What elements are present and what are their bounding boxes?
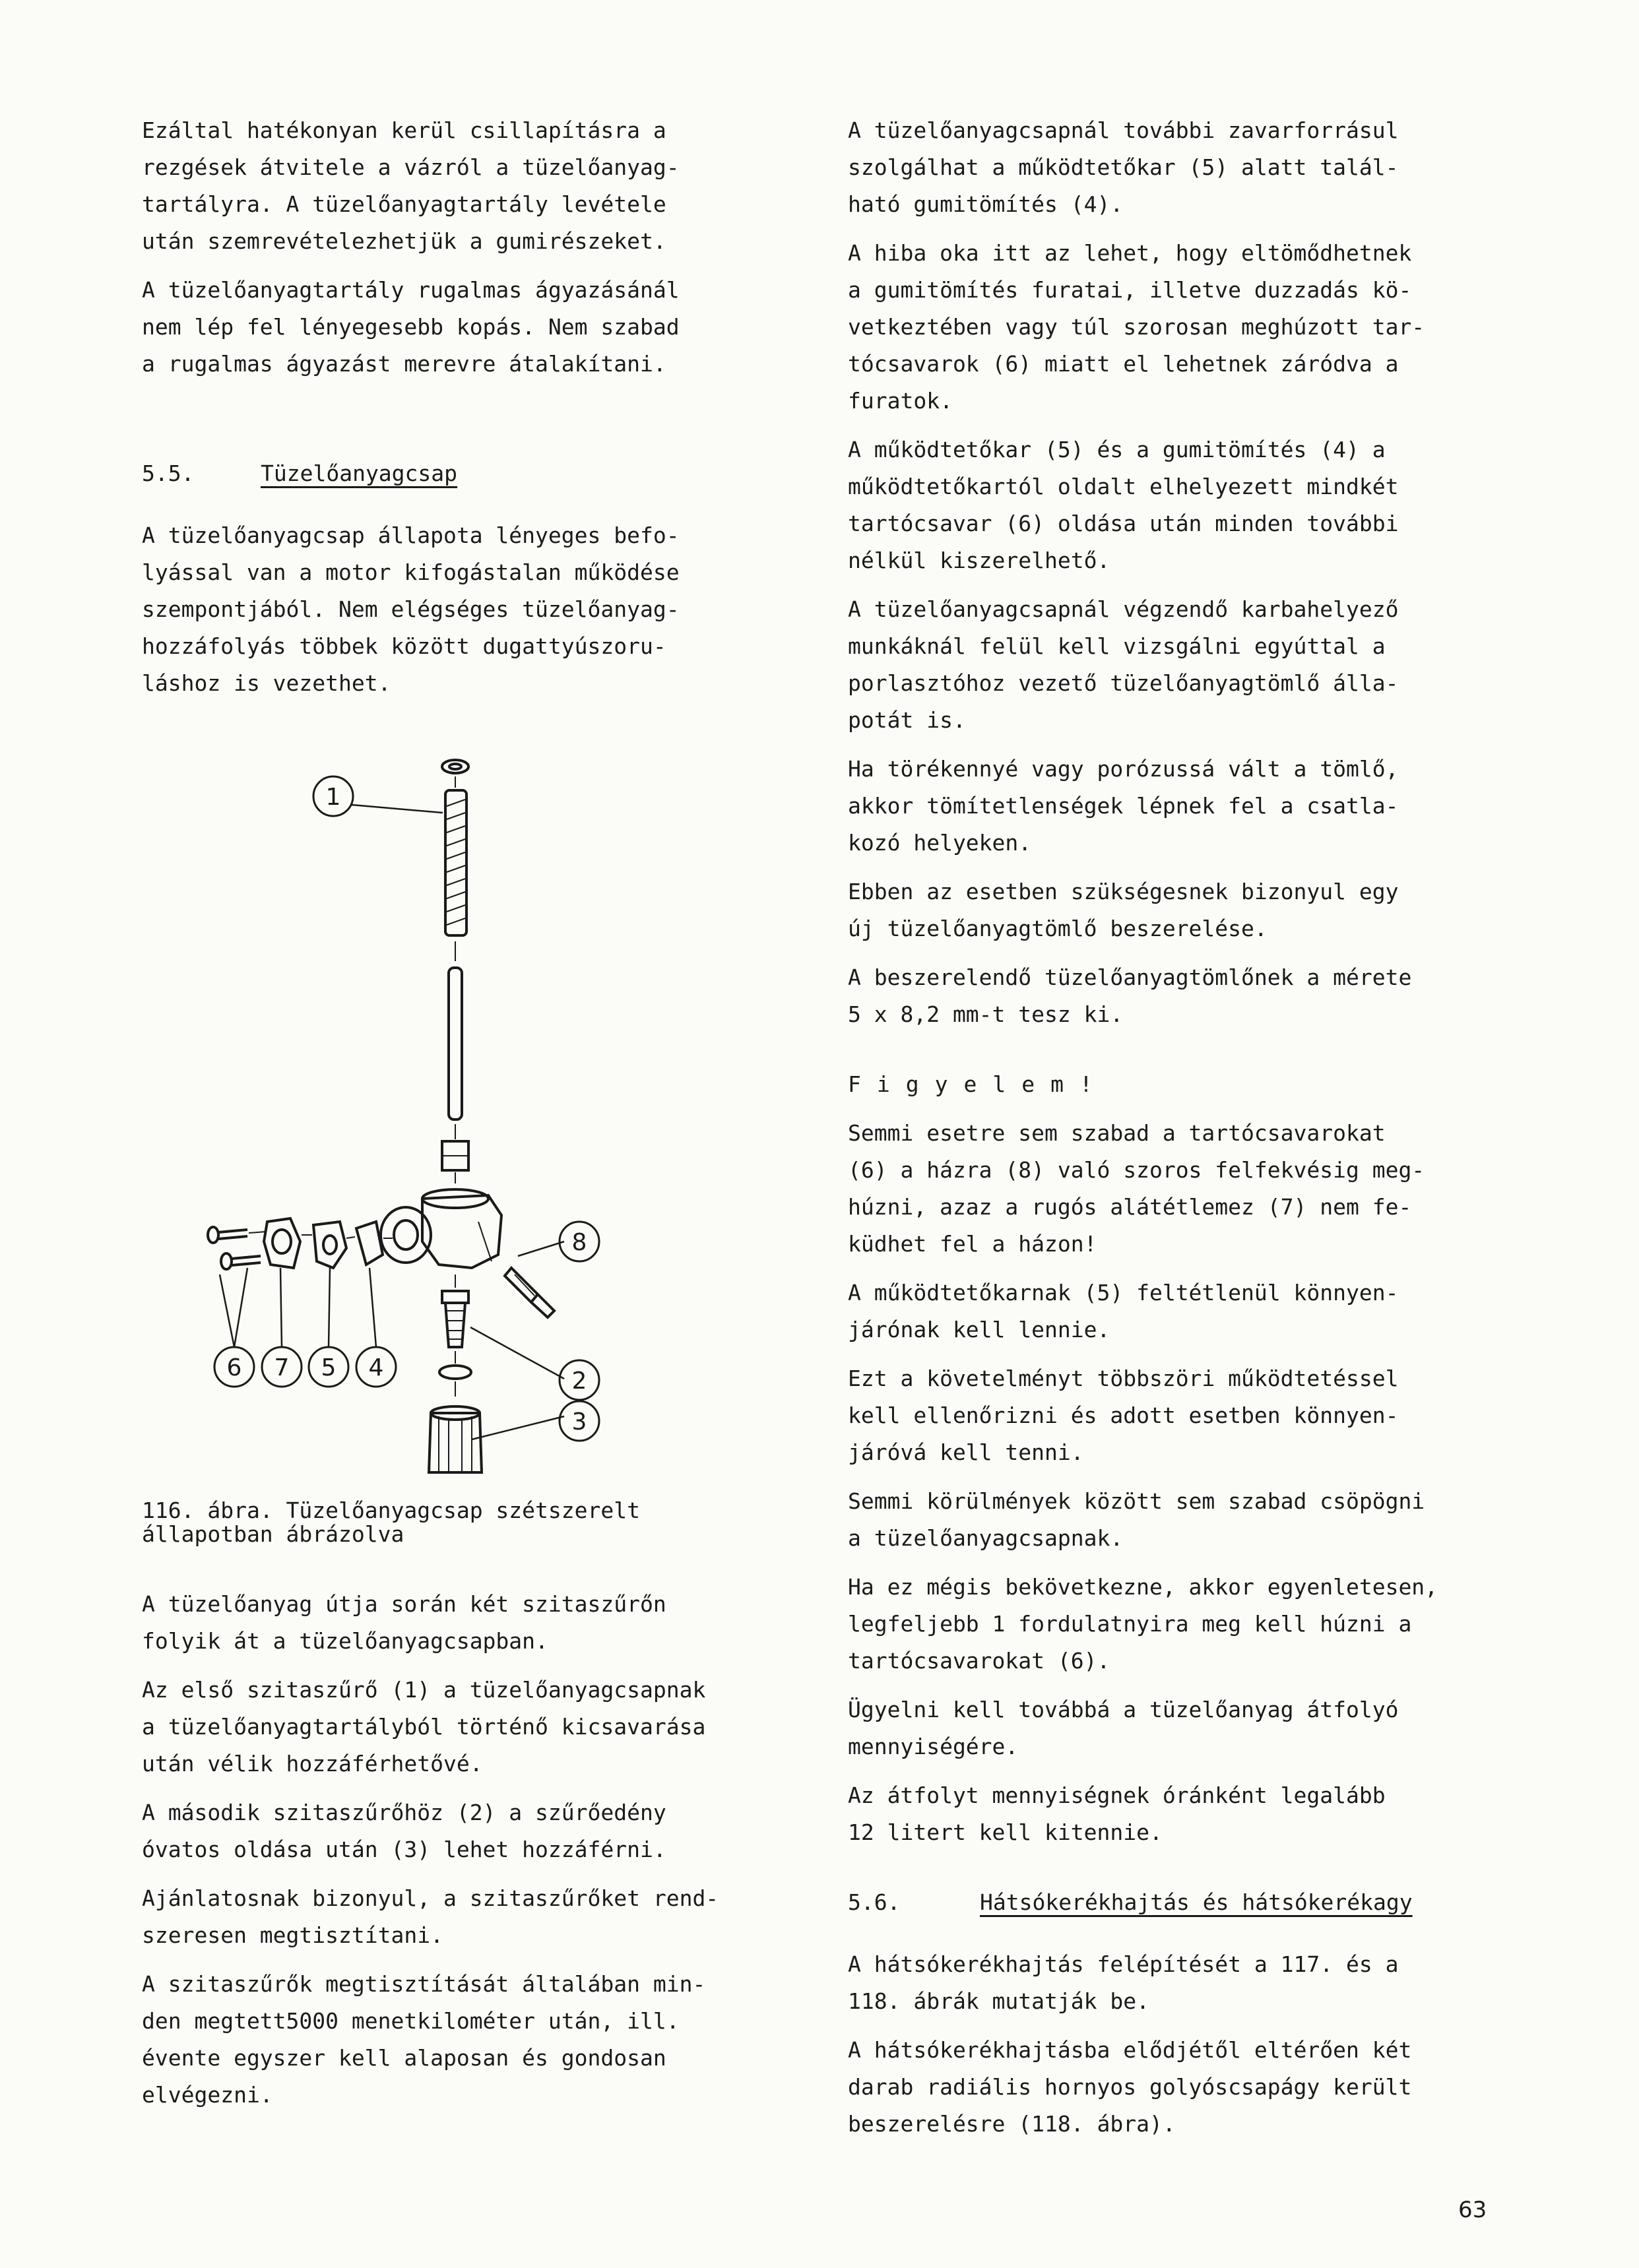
paragraph: A második szitaszűrőhöz (2) a szűrőedény óvatos oldása után (3) lehet hozzáférni. — [142, 1800, 666, 1862]
operating-lever — [313, 1222, 346, 1268]
paragraph: A hátsókerékhajtásba elődjétől eltérően két darab radiális hornyos golyóscsapágy került beszerelésre (118. ábra). — [848, 2037, 1412, 2137]
label-2: 2 — [571, 1368, 587, 1395]
strainer-1 — [445, 790, 466, 935]
paragraph: A szitaszűrők megtisztítását általában min- den megtett5000 menetkilométer után, ill. évente egyszer kell alaposan és gondosan elvégezni. — [142, 1971, 706, 2108]
paragraph: A tüzelőanyagcsap állapota lényeges befo- lyással van a motor kifogástalan működése szempontjából. Nem elégséges tüzelőanyag- hozzáfolyás többek között dugattyúszoru- láshoz is vezethet. — [142, 522, 680, 696]
paragraph: Semmi körülmények között sem szabad csöpögni a tüzelőanyagcsapnak. — [848, 1488, 1425, 1551]
right-column — [848, 112, 1508, 2155]
label-1: 1 — [325, 784, 341, 811]
section-heading-5-5 — [142, 455, 802, 492]
figure-caption: 116. ábra. Tüzelőanyagcsap szétszerelt állapotban ábrázolva — [142, 1497, 640, 1547]
spring-washer — [264, 1218, 300, 1268]
outlet-nipple — [505, 1268, 538, 1302]
section-number: 5.5. — [142, 460, 195, 486]
paragraph: Az első szitaszűrő (1) a tüzelőanyagcsapnak a tüzelőanyagtartályból történő kicsavarása után vélik hozzáférhetővé. — [142, 1677, 706, 1777]
paragraph: Ha törékennyé vagy porózussá vált a tömlő, akkor tömítetlenségek lépnek fel a csatla- kozó helyeken. — [848, 756, 1399, 856]
paragraph: A működtetőkarnak (5) feltétlenül könnyen- járónak kell lennie. — [848, 1280, 1399, 1342]
fuel-tap-exploded-diagram — [142, 714, 802, 1479]
paragraph: A működtetőkar (5) és a gumitömítés (4) a működtetőkartól oldalt elhelyezett mindkét tartócsavar (6) oldása után minden további nélkül kiszerelhető. — [848, 437, 1399, 573]
section-heading-5-6 — [848, 1884, 1508, 1921]
fuel-tap-drawing — [142, 714, 802, 1479]
paragraph: A hátsókerékhajtás felépítését a 117. és a 118. ábrák mutatják be. — [848, 1951, 1399, 2014]
paragraph: A tüzelőanyag útja során két szitaszűrőn folyik át a tüzelőanyagcsapban. — [142, 1591, 666, 1654]
left-column — [142, 112, 802, 2126]
paragraph: Semmi esetre sem szabad a tartócsavarokat (6) a házra (8) való szoros felfekvésig meg- húzni, azaz a rugós alátétlemez (7) nem fe- küdhet fel a házon! — [848, 1120, 1425, 1257]
paragraph: Ügyelni kell továbbá a tüzelőanyag átfolyó mennyiségére. — [848, 1697, 1399, 1759]
top-washer-hole — [449, 764, 461, 769]
page-number: 63 — [1458, 2197, 1487, 2223]
gasket — [439, 1366, 471, 1379]
paragraph: A hiba oka itt az lehet, hogy eltömődhetnek a gumitömítés furatai, illetve duzzadás kö- vetkeztében vagy túl szorosan meghúzott tar- tócsavarok (6) miatt el lehetnek záródva a furatok. — [848, 240, 1425, 414]
warning-title: Figyelem! — [848, 1071, 1109, 1097]
sediment-bowl — [429, 1413, 482, 1472]
paragraph: A tüzelőanyagtartály rugalmas ágyazásánál nem lép fel lényegesebb kopás. Nem szabad a rugalmas ágyazást merevre átalakítani. — [142, 277, 680, 377]
paragraph: Ajánlatosnak bizonyul, a szitaszűrőket rend- szeresen megtisztítani. — [142, 1885, 719, 1948]
paragraph: Az átfolyt mennyiségnek óránként legalább 12 litert kell kitennie. — [848, 1782, 1386, 1845]
label-7: 7 — [274, 1354, 290, 1381]
label-3: 3 — [571, 1408, 587, 1435]
strainer-2 — [445, 1303, 465, 1347]
tube — [449, 968, 462, 1119]
label-6: 6 — [226, 1354, 242, 1381]
rubber-seal — [356, 1222, 383, 1265]
label-8: 8 — [571, 1229, 587, 1256]
retaining-screws — [208, 1227, 261, 1269]
paragraph: Ezt a követelményt többszöri működtetéssel kell ellenőrizni és adott esetben könnyen- járóvá kell tenni. — [848, 1366, 1399, 1465]
label-4: 4 — [368, 1354, 384, 1381]
paragraph: A tüzelőanyagcsapnál végzendő karbahelyező munkáknál felül kell vizsgálni egyúttal a porlasztóhoz vezető tüzelőanyagtömlő álla- potát is. — [848, 596, 1399, 733]
top-washer — [442, 760, 468, 773]
paragraph: Ebben az esetben szükségesnek bizonyul egy új tüzelőanyagtömlő beszerelése. — [848, 879, 1399, 941]
section-title: Tüzelőanyagcsap — [261, 460, 458, 486]
paragraph: A beszerelendő tüzelőanyagtömlőnek a mérete 5 x 8,2 mm-t tesz ki. — [848, 964, 1412, 1027]
section-title: Hátsókerékhajtás és hátsókerékagy — [980, 1889, 1413, 1915]
section-number: 5.6. — [848, 1889, 901, 1915]
paragraph: Ha ez mégis bekövetkezne, akkor egyenletesen, legfeljebb 1 fordulatnyira meg kell húzni a tartócsavarokat (6). — [848, 1574, 1438, 1674]
label-5: 5 — [321, 1354, 337, 1381]
paragraph: A tüzelőanyagcsapnál további zavarforrásul szolgálhat a működtetőkar (5) alatt talál- ható gumitömítés (4). — [848, 117, 1399, 217]
paragraph: Ezáltal hatékonyan kerül csillapításra a rezgések átvitele a vázról a tüzelőanyag- tartályra. A tüzelőanyagtartály levétele után szemrevételezhetjük a gumirészeket. — [142, 117, 680, 254]
